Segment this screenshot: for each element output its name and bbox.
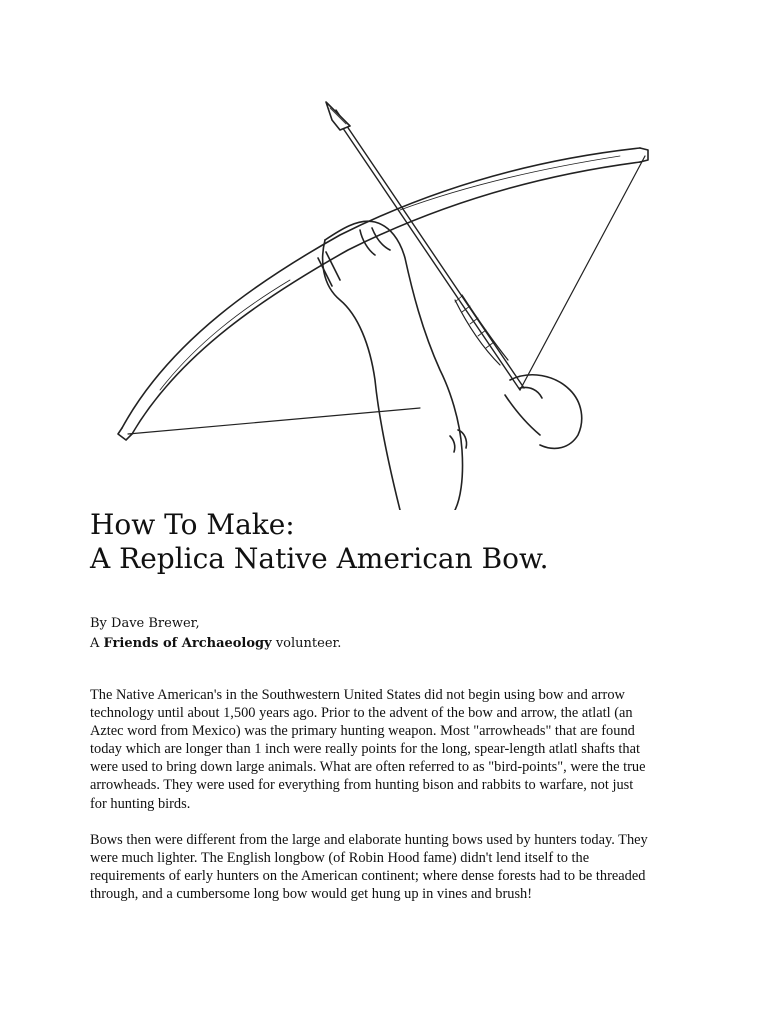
paragraph-line: for hunting birds. (90, 795, 191, 812)
body-paragraph (90, 831, 690, 903)
paragraph-line: were used to bring down large animals. What are often referred to as "bird-points", were the true (90, 759, 646, 776)
bow-and-arrow-drawing-icon (100, 90, 660, 510)
affiliation-prefix: A (90, 636, 100, 651)
paragraph-line: today which are longer than 1 inch were really points for the long, spear-length atlatl shafts that (90, 741, 640, 758)
affiliation-suffix: volunteer. (275, 636, 342, 651)
paragraph-line: Aztec word from Mexico) was the primary hunting weapon. Most "arrowheads" that are found (90, 723, 635, 740)
title-line-1: How To Make: (90, 508, 295, 541)
paragraph-line: were much lighter. The English longbow (of Robin Hood fame) didn't lend itself to the (90, 850, 590, 867)
author-line: By Dave Brewer, (90, 616, 200, 631)
paragraph-line: arrowheads. They were used for everything from hunting bison and rabbits to warfare, not just (90, 777, 634, 794)
title-line-2: A Replica Native American Bow. (90, 542, 549, 575)
byline (90, 614, 341, 654)
paragraph-line: The Native American's in the Southwestern United States did not begin using bow and arrow (90, 687, 625, 703)
paragraph-line: technology until about 1,500 years ago. Prior to the advent of the bow and arrow, the atlatl (an (90, 705, 633, 722)
paragraph-line: requirements of early hunters on the American continent; where dense forests had to be threaded (90, 868, 646, 885)
paragraph-line: through, and a cumbersome long bow would get hung up in vines and brush! (90, 886, 533, 903)
page-title (90, 508, 549, 576)
bow-illustration (100, 90, 660, 510)
body-paragraph (90, 686, 690, 813)
affiliation-line (90, 634, 341, 654)
organization-name: Friends of Archaeology (103, 636, 272, 651)
paragraph-line: Bows then were different from the large and elaborate hunting bows used by hunters today. They (90, 832, 648, 848)
